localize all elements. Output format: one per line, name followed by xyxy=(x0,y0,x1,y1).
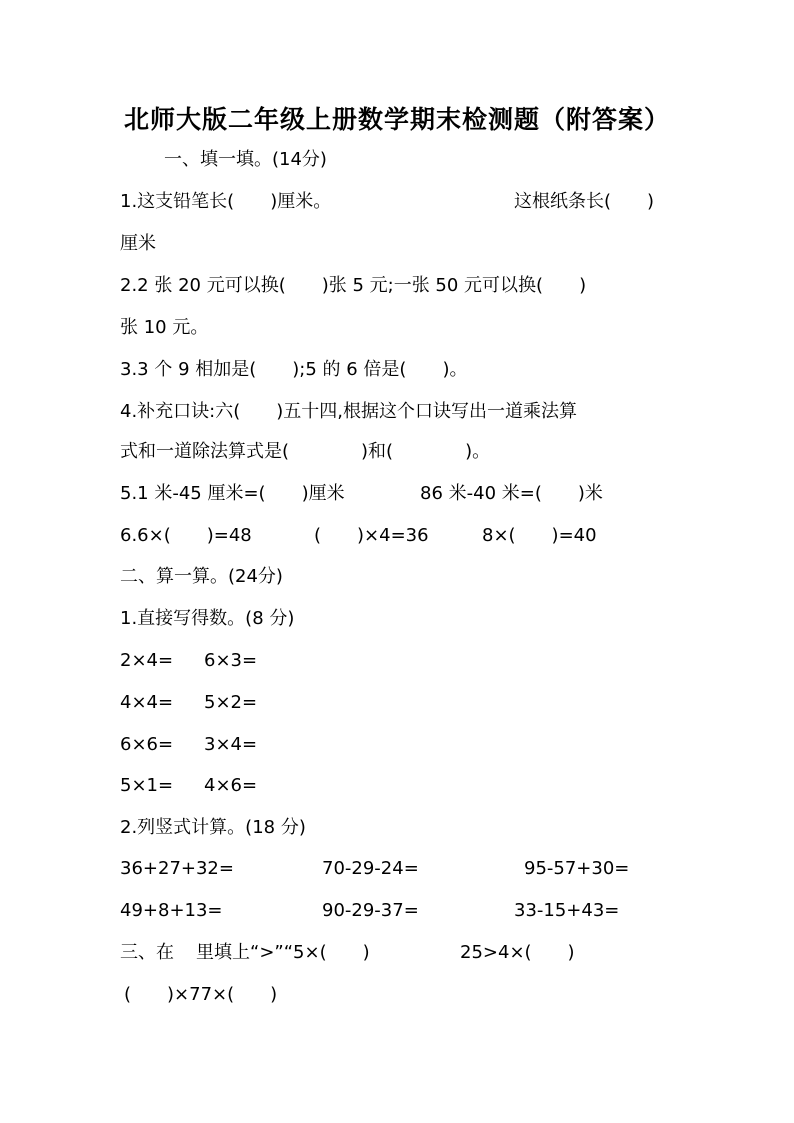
vertical-calc-item: 95-57+30= xyxy=(524,858,630,879)
section3-compare-3: ( )×77×( ) xyxy=(124,984,278,1005)
oral-calc-item: 5×1= xyxy=(120,775,174,796)
q6-blank-3: 8×( )=40 xyxy=(482,525,597,546)
q1-paper-strip-length: 这根纸条长( ) xyxy=(514,191,655,212)
oral-calc-item: 4×6= xyxy=(204,775,258,796)
q4-multiplication-rhyme: 4.补充口诀:六( )五十四,根据这个口诀写出一道乘法算 xyxy=(120,401,578,422)
vertical-calc-item: 49+8+13= xyxy=(120,900,223,921)
section3-compare-1: 里填上“>”“5×( ) xyxy=(196,942,370,963)
q4-multiplication-rhyme-cont: 式和一道除法算式是( )和( )。 xyxy=(120,441,491,462)
section2-sub1: 1.直接写得数。(8 分) xyxy=(120,608,295,629)
section2-heading: 二、算一算。(24分) xyxy=(120,566,283,587)
vertical-calc-item: 70-29-24= xyxy=(322,858,419,879)
section3-compare-2: 25>4×( ) xyxy=(460,942,575,963)
section3-heading: 三、在 xyxy=(120,942,174,963)
q3-addition-multiple: 3.3 个 9 相加是( );5 的 6 倍是( )。 xyxy=(120,359,468,380)
oral-calc-item: 6×6= xyxy=(120,734,174,755)
q6-blank-2: ( )×4=36 xyxy=(314,525,429,546)
page-title: 北师大版二年级上册数学期末检测题（附答案） xyxy=(123,105,670,134)
vertical-calc-item: 33-15+43= xyxy=(514,900,620,921)
oral-calc-item: 5×2= xyxy=(204,692,258,713)
q2-money-exchange: 2.2 张 20 元可以换( )张 5 元;一张 50 元可以换( ) xyxy=(120,275,587,296)
q5-unit-conversion-cm: 5.1 米-45 厘米=( )厘米 xyxy=(120,483,345,504)
oral-calc-item: 2×4= xyxy=(120,650,174,671)
vertical-calc-item: 90-29-37= xyxy=(322,900,419,921)
q2-money-exchange-cont: 张 10 元。 xyxy=(120,317,209,338)
oral-calc-item: 6×3= xyxy=(204,650,258,671)
section2-sub2: 2.列竖式计算。(18 分) xyxy=(120,817,306,838)
oral-calc-item: 4×4= xyxy=(120,692,174,713)
oral-calc-item: 3×4= xyxy=(204,734,258,755)
q1-pencil-length: 1.这支铅笔长( )厘米。 xyxy=(120,191,332,212)
q1-unit: 厘米 xyxy=(120,233,156,254)
q6-blank-1: 6.6×( )=48 xyxy=(120,525,252,546)
vertical-calc-item: 36+27+32= xyxy=(120,858,234,879)
q5-unit-conversion-m: 86 米-40 米=( )米 xyxy=(420,483,603,504)
section1-heading: 一、填一填。(14分) xyxy=(164,149,327,170)
